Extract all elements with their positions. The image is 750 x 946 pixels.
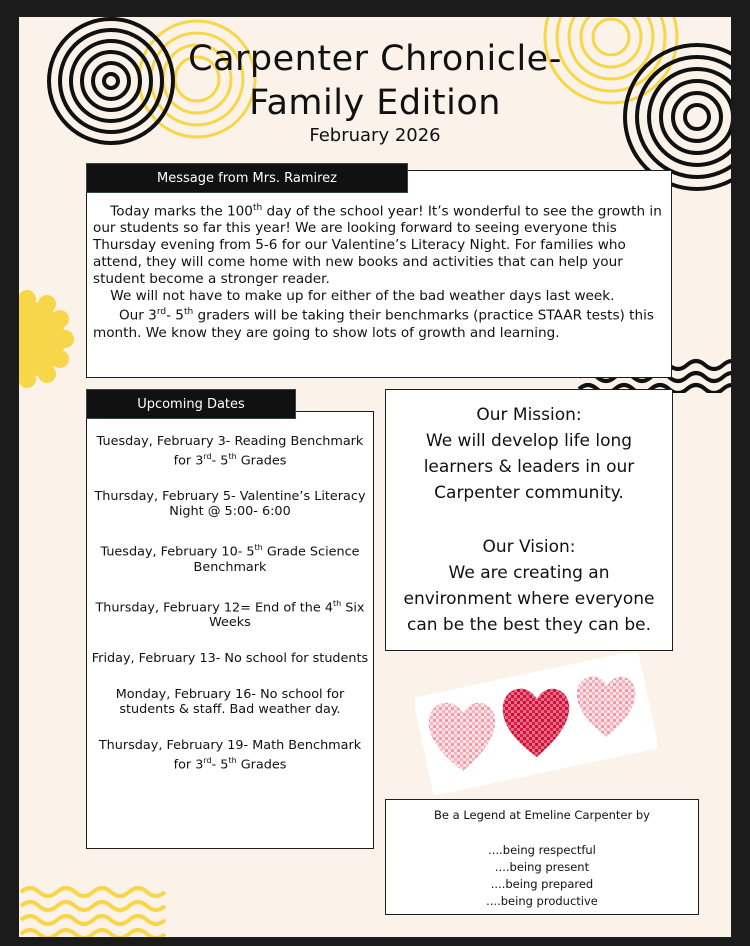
upcoming-dates-list <box>87 434 373 793</box>
valentine-hearts-image <box>415 653 657 795</box>
date-item-4: Thursday, February 12= End of the 4th Six Weeks <box>95 598 365 630</box>
legend-item-prepared: ....being prepared <box>490 877 594 891</box>
date-item-1: Tuesday, February 3- Reading Benchmark for 3rd- 5th Grades <box>96 434 364 469</box>
legend-item-present: ....being present <box>494 860 590 874</box>
upcoming-dates-box <box>86 411 374 849</box>
yellow-wavy-lines-graphic <box>19 882 169 937</box>
legend-item-respectful: ....being respectful <box>488 843 596 857</box>
date-item-7: Thursday, February 19- Math Benchmark for 3rd- 5th Grades <box>98 737 362 773</box>
vision-line-3: can be the best they can be. <box>406 615 652 635</box>
mission-vision-box <box>385 389 673 651</box>
message-body <box>93 200 663 341</box>
message-paragraph-2: We will not have to make up for either of the bad weather days last week. <box>110 287 615 304</box>
date-item-6: Monday, February 16- No school for students & staff. Bad weather day. <box>115 686 345 717</box>
legend-box <box>385 799 699 915</box>
yellow-scalloped-circle-graphic <box>19 289 89 389</box>
mission-heading: Our Mission: <box>476 405 582 425</box>
vision-line-2: environment where everyone <box>403 589 655 609</box>
legend-item-productive: ....being productive <box>486 894 598 908</box>
newsletter-page <box>19 17 731 937</box>
date-item-2: Thursday, February 5- Valentine’s Literacy Night @ 5:00- 6:00 <box>94 489 366 520</box>
message-paragraph-3: Our 3rd- 5th graders will be taking their benchmarks (practice STAAR tests) this month. We know they are going to show lots of growth and learning. <box>93 307 654 341</box>
newsletter-date: February 2026 <box>309 125 441 146</box>
newsletter-title-line2: Family Edition <box>249 83 501 123</box>
mission-line-2: learners & leaders in our <box>423 457 635 477</box>
date-item-5: Friday, February 13- No school for students <box>91 650 369 666</box>
newsletter-title-line1: Carpenter Chronicle- <box>188 39 562 79</box>
vision-line-1: We are creating an <box>448 563 610 583</box>
message-box <box>86 170 672 378</box>
mission-line-3: Carpenter community. <box>434 483 624 503</box>
mission-line-1: We will develop life long <box>425 431 633 451</box>
vision-heading: Our Vision: <box>482 537 576 557</box>
upcoming-dates-heading-tab: Upcoming Dates <box>86 389 296 419</box>
message-paragraph-1: Today marks the 100th day of the school year! It’s wonderful to see the growth in our students so far this year! We are looking forward to seeing everyone this Thursday evening from 5-6 for our Valentine’s Literacy Night. For families who attend, they will come home with new books and activities that can help your student become a stronger reader. <box>93 203 662 287</box>
date-item-3: Tuesday, February 10- 5th Grade Science Benchmark <box>100 543 360 575</box>
legend-title: Be a Legend at Emeline Carpenter by <box>434 808 650 822</box>
message-heading-tab: Message from Mrs. Ramirez <box>86 163 408 193</box>
